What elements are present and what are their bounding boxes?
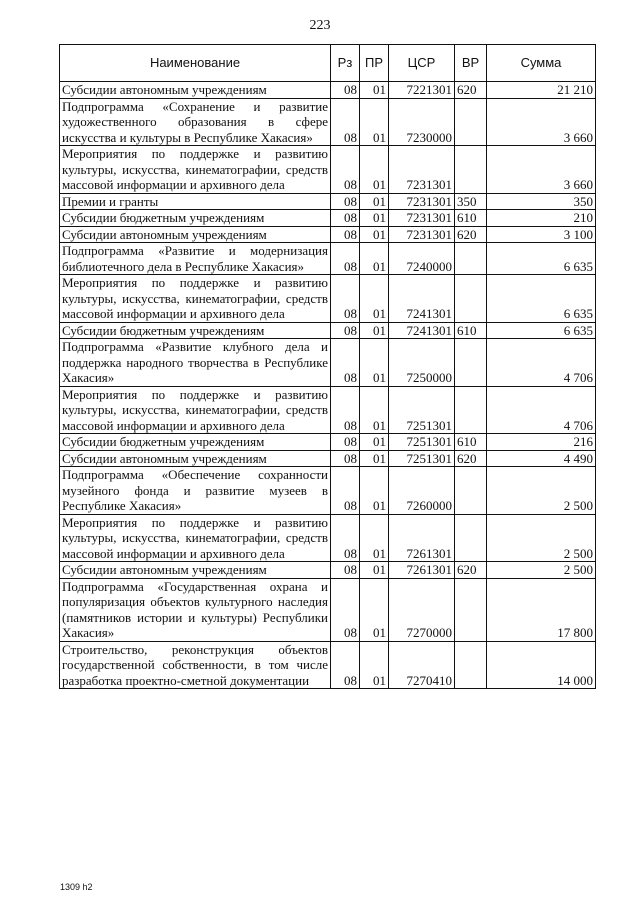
cell-rz: 08	[331, 578, 360, 641]
table-row	[60, 578, 596, 641]
cell-sum: 17 800	[487, 578, 596, 641]
cell-csr: 7261301	[389, 514, 455, 562]
cell-rz: 08	[331, 339, 360, 387]
cell-sum: 6 635	[487, 275, 596, 323]
cell-sum: 3 660	[487, 146, 596, 194]
column-header-vr: ВР	[455, 45, 487, 82]
cell-sum: 2 500	[487, 514, 596, 562]
page-number: 223	[309, 18, 331, 33]
table-row	[60, 386, 596, 434]
cell-pr: 01	[360, 562, 389, 579]
cell-pr: 01	[360, 641, 389, 689]
cell-sum: 4 706	[487, 386, 596, 434]
cell-csr: 7270000	[389, 578, 455, 641]
cell-vr: 610	[455, 322, 487, 339]
cell-csr: 7240000	[389, 243, 455, 275]
table-row	[60, 322, 596, 339]
cell-pr: 01	[360, 434, 389, 451]
cell-sum: 3 660	[487, 98, 596, 146]
cell-pr: 01	[360, 322, 389, 339]
cell-csr: 7231301	[389, 210, 455, 227]
cell-pr: 01	[360, 339, 389, 387]
cell-pr: 01	[360, 146, 389, 194]
cell-vr	[455, 578, 487, 641]
cell-vr	[455, 275, 487, 323]
cell-vr	[455, 98, 487, 146]
table-body	[60, 82, 596, 689]
cell-sum: 210	[487, 210, 596, 227]
cell-csr: 7241301	[389, 322, 455, 339]
cell-name: Субсидии бюджетным учреждениям	[60, 210, 331, 227]
table-row	[60, 98, 596, 146]
cell-pr: 01	[360, 226, 389, 243]
cell-name: Подпрограмма «Развитие и модернизация библиотечного дела в Республике Хакасия»	[60, 243, 331, 275]
cell-rz: 08	[331, 386, 360, 434]
cell-name: Подпрограмма «Развитие клубного дела и поддержка народного творчества в Республике Хакасия»	[60, 339, 331, 387]
cell-rz: 08	[331, 641, 360, 689]
cell-sum: 216	[487, 434, 596, 451]
table-row	[60, 210, 596, 227]
cell-rz: 08	[331, 514, 360, 562]
cell-rz: 08	[331, 146, 360, 194]
column-header-name: Наименование	[60, 45, 331, 82]
cell-sum: 350	[487, 193, 596, 210]
cell-rz: 08	[331, 243, 360, 275]
cell-pr: 01	[360, 82, 389, 99]
cell-pr: 01	[360, 275, 389, 323]
table-row	[60, 243, 596, 275]
cell-sum: 2 500	[487, 467, 596, 515]
cell-name: Субсидии автономным учреждениям	[60, 450, 331, 467]
cell-rz: 08	[331, 275, 360, 323]
cell-sum: 4 490	[487, 450, 596, 467]
cell-vr	[455, 514, 487, 562]
cell-name: Субсидии бюджетным учреждениям	[60, 322, 331, 339]
cell-csr: 7231301	[389, 193, 455, 210]
cell-vr	[455, 467, 487, 515]
cell-csr: 7251301	[389, 450, 455, 467]
cell-rz: 08	[331, 98, 360, 146]
cell-vr	[455, 243, 487, 275]
table-row	[60, 146, 596, 194]
table-row	[60, 434, 596, 451]
cell-rz: 08	[331, 82, 360, 99]
cell-vr: 620	[455, 226, 487, 243]
column-header-sum: Сумма	[487, 45, 596, 82]
cell-name: Субсидии автономным учреждениям	[60, 82, 331, 99]
cell-csr: 7261301	[389, 562, 455, 579]
cell-vr: 350	[455, 193, 487, 210]
cell-rz: 08	[331, 467, 360, 515]
table-header	[60, 45, 596, 82]
cell-pr: 01	[360, 578, 389, 641]
cell-rz: 08	[331, 210, 360, 227]
cell-vr: 620	[455, 562, 487, 579]
cell-vr: 610	[455, 434, 487, 451]
cell-csr: 7221301	[389, 82, 455, 99]
cell-csr: 7241301	[389, 275, 455, 323]
cell-vr: 620	[455, 450, 487, 467]
cell-vr	[455, 641, 487, 689]
cell-pr: 01	[360, 467, 389, 515]
cell-sum: 3 100	[487, 226, 596, 243]
cell-name: Подпрограмма «Обеспечение сохранности музейного фонда и развитие музеев в Республике Хакасия»	[60, 467, 331, 515]
column-header-rz: Рз	[331, 45, 360, 82]
table-row	[60, 339, 596, 387]
cell-rz: 08	[331, 562, 360, 579]
cell-csr: 7231301	[389, 226, 455, 243]
column-header-csr: ЦСР	[389, 45, 455, 82]
table-row	[60, 450, 596, 467]
column-header-pr: ПР	[360, 45, 389, 82]
table-row	[60, 514, 596, 562]
cell-pr: 01	[360, 514, 389, 562]
header-row	[60, 45, 596, 82]
cell-vr	[455, 339, 487, 387]
cell-name: Мероприятия по поддержке и развитию культуры, искусства, кинематографии, средств массовой информации и архивного дела	[60, 146, 331, 194]
cell-pr: 01	[360, 243, 389, 275]
cell-csr: 7260000	[389, 467, 455, 515]
table-row	[60, 193, 596, 210]
cell-sum: 6 635	[487, 322, 596, 339]
cell-vr: 610	[455, 210, 487, 227]
cell-name: Строительство, реконструкция объектов государственной собственности, в том числе разработка проектно-сметной документации	[60, 641, 331, 689]
cell-csr: 7230000	[389, 98, 455, 146]
cell-pr: 01	[360, 386, 389, 434]
table-row	[60, 562, 596, 579]
cell-name: Субсидии автономным учреждениям	[60, 562, 331, 579]
cell-sum: 4 706	[487, 339, 596, 387]
cell-name: Мероприятия по поддержке и развитию культуры, искусства, кинематографии, средств массовой информации и архивного дела	[60, 514, 331, 562]
cell-name: Подпрограмма «Государственная охрана и популяризация объектов культурного наследия (памятников истории и культуры) Республики Хакасия»	[60, 578, 331, 641]
table-row	[60, 82, 596, 99]
cell-pr: 01	[360, 193, 389, 210]
cell-rz: 08	[331, 434, 360, 451]
cell-sum: 14 000	[487, 641, 596, 689]
table-row	[60, 226, 596, 243]
cell-name: Субсидии автономным учреждениям	[60, 226, 331, 243]
table-row	[60, 275, 596, 323]
cell-sum: 21 210	[487, 82, 596, 99]
cell-sum: 6 635	[487, 243, 596, 275]
cell-rz: 08	[331, 226, 360, 243]
cell-rz: 08	[331, 193, 360, 210]
cell-name: Подпрограмма «Сохранение и развитие художественного образования в сфере искусства и культуры в Республике Хакасия»	[60, 98, 331, 146]
cell-vr: 620	[455, 82, 487, 99]
cell-csr: 7251301	[389, 434, 455, 451]
budget-table	[59, 44, 596, 689]
cell-rz: 08	[331, 322, 360, 339]
cell-name: Мероприятия по поддержке и развитию культуры, искусства, кинематографии, средств массовой информации и архивного дела	[60, 275, 331, 323]
cell-csr: 7231301	[389, 146, 455, 194]
cell-pr: 01	[360, 210, 389, 227]
table-row	[60, 641, 596, 689]
cell-vr	[455, 386, 487, 434]
cell-sum: 2 500	[487, 562, 596, 579]
cell-pr: 01	[360, 450, 389, 467]
footer-mark: 1309 h2	[60, 882, 93, 892]
cell-pr: 01	[360, 98, 389, 146]
table-row	[60, 467, 596, 515]
cell-name: Премии и гранты	[60, 193, 331, 210]
cell-csr: 7251301	[389, 386, 455, 434]
cell-csr: 7270410	[389, 641, 455, 689]
cell-name: Субсидии бюджетным учреждениям	[60, 434, 331, 451]
cell-vr	[455, 146, 487, 194]
cell-csr: 7250000	[389, 339, 455, 387]
cell-name: Мероприятия по поддержке и развитию культуры, искусства, кинематографии, средств массовой информации и архивного дела	[60, 386, 331, 434]
cell-rz: 08	[331, 450, 360, 467]
